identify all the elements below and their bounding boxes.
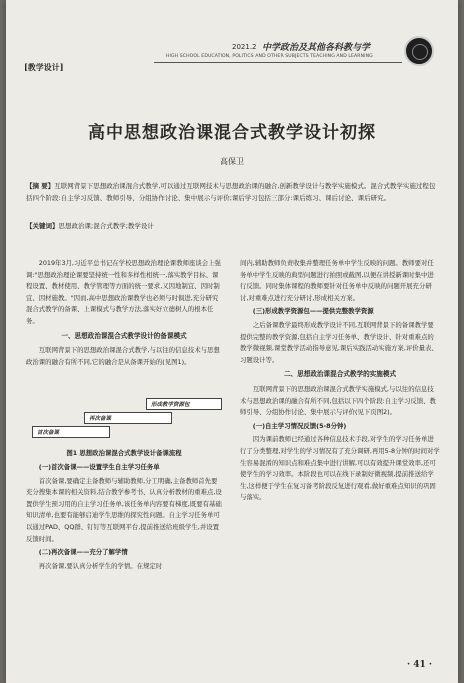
paragraph: 再次备课,要认真分析学生的学情。在规定时 (38, 561, 163, 570)
section-heading: 二、思想政治课混合式教学的实施模式 (283, 370, 397, 379)
subsection-heading: (三)形成教学资源包——提供完整教学资源 (252, 307, 374, 316)
header-journal-name: 中学政治及其他各科教与学 (262, 43, 371, 53)
section-heading: 一、思想政治课混合式教学设计的备课模式 (61, 331, 187, 340)
header-issue: 2021.2 (232, 43, 257, 51)
flow-step-first-prep: 首次备课 (32, 426, 110, 438)
page-number: · 41 · (406, 660, 432, 670)
left-column (26, 258, 222, 572)
abstract-text: 互联网背景下思想政治课混合式教学,可以通过互联网技术与思想政治课的融合,创新教学设计与教学实施模式。混合式教学实施过程包括四个阶段:自主学习反馈、教师引导、分组协作讨论、集中展示与评价;课后学习包括三部分:课后练习、课后讨论、课后研究。 (26, 182, 436, 202)
subsection-heading: (一)首次备课——设置学生自主学习任务单 (38, 462, 160, 471)
journal-page (6, 0, 458, 683)
flow-step-second-prep: 再次备课 (84, 412, 172, 424)
paragraph: 互联网背景下的思想政治课混合式教学,与以往的信息技术与思想政治课的融合有所不同,它的融合是从备课开始的(见图1)。 (26, 346, 220, 366)
keywords-label: 【关键词】 (26, 222, 59, 230)
header-journal-english: HIGH SCHOOL EDUCATION, POLITICS AND OTHER SUBJECTS TEACHING AND LEARNING (166, 54, 373, 59)
paragraph: 之后备课教学最终形成教学设计不同,互联网背景下的备课教学要提供完整的教学资源,包括自主学习任务单、教学设计、针对重难点的教学微视频,课堂教学活动指导意见,课后实践活动实施方案,评价量表、习题设计等。 (240, 320, 438, 364)
column-tag: [教学设计] (24, 62, 64, 72)
header-rule (154, 62, 402, 63)
journal-seal-logo (404, 36, 434, 66)
subsection-heading: (二)再次备课——充分了解学情 (38, 548, 128, 557)
abstract-label: 【摘 要】 (26, 182, 55, 190)
paragraph: 间内,辅助教师负责收集并整理任务单中学生反映的问题。教师要对任务单中学生反映的典型问题进行拍照或截图,以便在讲授新课时集中进行反馈。同时集体课程的教师要针对任务单中反映的问题开展充分研讨,对重难点进行充分研讨,形成相关方案。 (240, 259, 434, 302)
subsection-heading: (一)自主学习情况反馈(5-8分钟) (252, 421, 347, 430)
paragraph: 2019年3月,习近平总书记在学校思想政治理论课教师座谈会上强调:"思想政治理论课要坚持统一性和多样性相统一,落实教学目标、课程设置、教材使用、教学管理等方面的统一要求,又因地制宜、因时制宜、因材施教。"因而,高中思想政治课教学也必须与时俱进,充分研究混合式教学的备课、上课模式与教学方法,落实好立德树人的根本任务。 (26, 259, 221, 325)
keywords-text: 思想政治课;混合式教学;教学设计 (58, 222, 154, 230)
paragraph: 首次备课,要确定主备教师与辅助教师,分工明确,主备教师首先要充分搜集本课的相关资料,结合教学参考书、认真分析教材的重难点,设置供学生预习用的自主学习任务单,该任务单内容要有梯度,既要有基础知识清单,也要有能够启迪学生思维的探究性问题。自主学习任务单可以通过PAD、QQ群、钉钉等互联网平台,提前推送给班级学生,并设置反馈时间。 (26, 476, 222, 543)
keywords (26, 220, 438, 232)
right-column (240, 258, 440, 504)
flow-step-resource-pack: 形成教学资源包 (146, 398, 222, 410)
article-author: 高保卫 (220, 157, 244, 166)
article-title: 高中思想政治课混合式教学设计初探 (88, 123, 376, 143)
figure-caption: 图1 思想政治课混合式教学设计备课流程 (66, 449, 182, 458)
paragraph: 因为课前教师已经通过各种信息技术手段,对学生的学习任务单进行了分类整理,对学生的学习情况有了充分调研,再用5-8分钟的时间对学生容易混淆的知识点和难点集中进行讲解,可以有效提升课堂效率,还可使学生的学习效率。本阶段也可以在线下录制好微视频,提前推送给学生,这样便于学生在复习备考阶段反复进行观看,做好重难点知识的巩固与落实。 (240, 435, 440, 502)
abstract (26, 180, 438, 204)
paragraph: 互联网背景下的思想政治课混合式教学实施模式,与以往的信息技术与思想政治课的融合有所不同,包括以下四个阶段:自主学习反馈、教师引导、分组协作讨论、集中展示与评价(见下页图2)。 (240, 384, 436, 417)
figure-1-flow (26, 374, 222, 444)
